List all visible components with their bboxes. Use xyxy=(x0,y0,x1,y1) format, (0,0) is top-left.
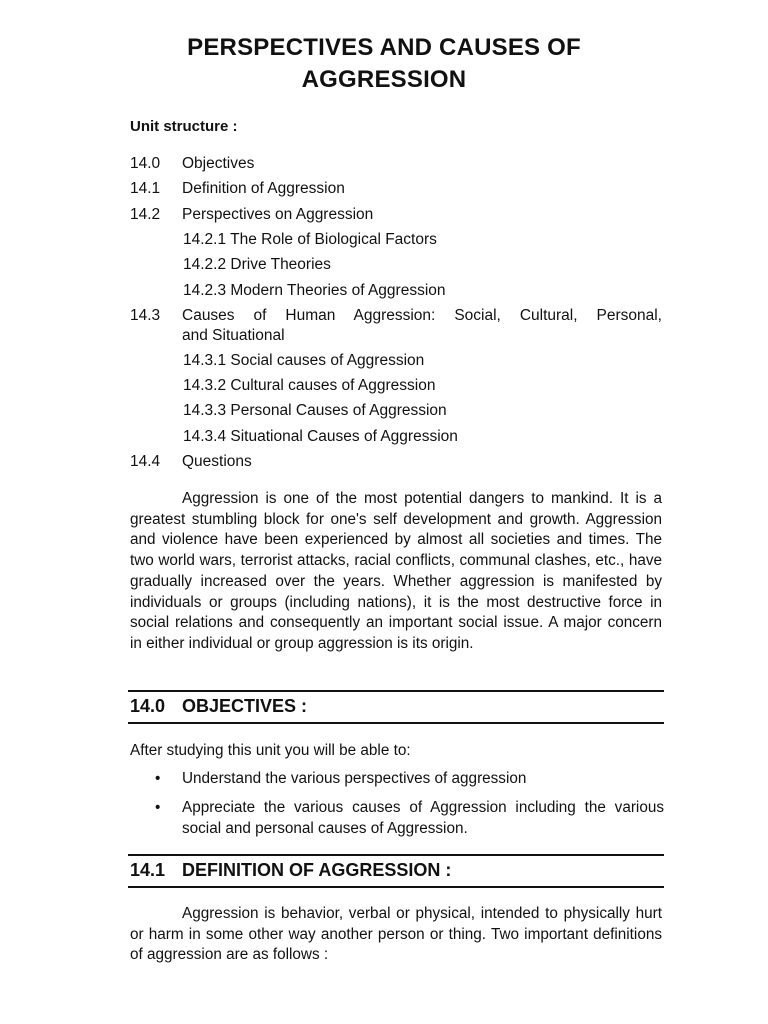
toc-number: 14.0 xyxy=(130,155,161,172)
toc-sublabel: 14.2.3 Modern Theories of Aggression xyxy=(183,282,446,299)
section-title: DEFINITION OF AGGRESSION : xyxy=(182,860,452,880)
toc-sublabel: 14.2.2 Drive Theories xyxy=(183,256,331,273)
objectives-lead: After studying this unit you will be able to: xyxy=(130,742,411,759)
toc-sublabel: 14.3.2 Cultural causes of Aggression xyxy=(183,377,436,394)
toc-sublabel: 14.3.4 Situational Causes of Aggression xyxy=(183,428,458,445)
toc-number: 14.2 xyxy=(130,206,161,223)
toc-sublabel: 14.2.1 The Role of Biological Factors xyxy=(183,231,437,248)
toc-sublabel: 14.3.3 Personal Causes of Aggression xyxy=(183,402,447,419)
toc-label: Perspectives on Aggression xyxy=(182,206,374,223)
section-heading-definition xyxy=(128,854,664,888)
toc-number: 14.1 xyxy=(130,180,161,197)
bullet-text: Appreciate the various causes of Aggression including the various social and personal causes of Aggression. xyxy=(182,799,664,837)
bullet-text: Understand the various perspectives of aggression xyxy=(182,770,527,787)
toc-label: Definition of Aggression xyxy=(182,180,345,197)
intro-paragraph xyxy=(130,489,662,655)
bullet-icon: • xyxy=(155,799,161,816)
page-title-line-1: PERSPECTIVES AND CAUSES OF xyxy=(187,34,581,61)
toc-label-line-1: Causes of Human Aggression: Social, Cultural, Personal, xyxy=(182,307,662,324)
toc-label: Questions xyxy=(182,453,252,470)
section-title: OBJECTIVES : xyxy=(182,696,308,716)
page-title-line-2: AGGRESSION xyxy=(301,66,467,93)
section-number: 14.1 xyxy=(130,860,166,880)
definition-paragraph xyxy=(130,904,662,966)
unit-structure-heading: Unit structure : xyxy=(130,118,238,135)
toc-number: 14.4 xyxy=(130,453,161,470)
section-heading-objectives xyxy=(128,690,664,724)
toc-sublabel: 14.3.1 Social causes of Aggression xyxy=(183,352,425,369)
definition-paragraph-text: Aggression is behavior, verbal or physical, intended to physically hurt or harm in some other way another person or thing. Two important definitions of aggression are as follows : xyxy=(130,905,662,964)
bullet-icon: • xyxy=(155,770,161,787)
intro-paragraph-text: Aggression is one of the most potential dangers to mankind. It is a greatest stumbling block for one's self development and growth. Aggression and violence have been experienced by almost all societies and times. The two world wars, terrorist attacks, racial conflicts, communal clashes, etc., have gradually increased over the years. Whether aggression is manifested by individuals or groups (including nations), it is the most destructive force in social relations and consequently an important social issue. A major concern in either individual or group aggression is its origin. xyxy=(130,490,662,652)
section-number: 14.0 xyxy=(130,696,166,716)
toc-label: Objectives xyxy=(182,155,255,172)
toc-label-line-2: and Situational xyxy=(182,327,285,344)
toc-number: 14.3 xyxy=(130,307,161,324)
